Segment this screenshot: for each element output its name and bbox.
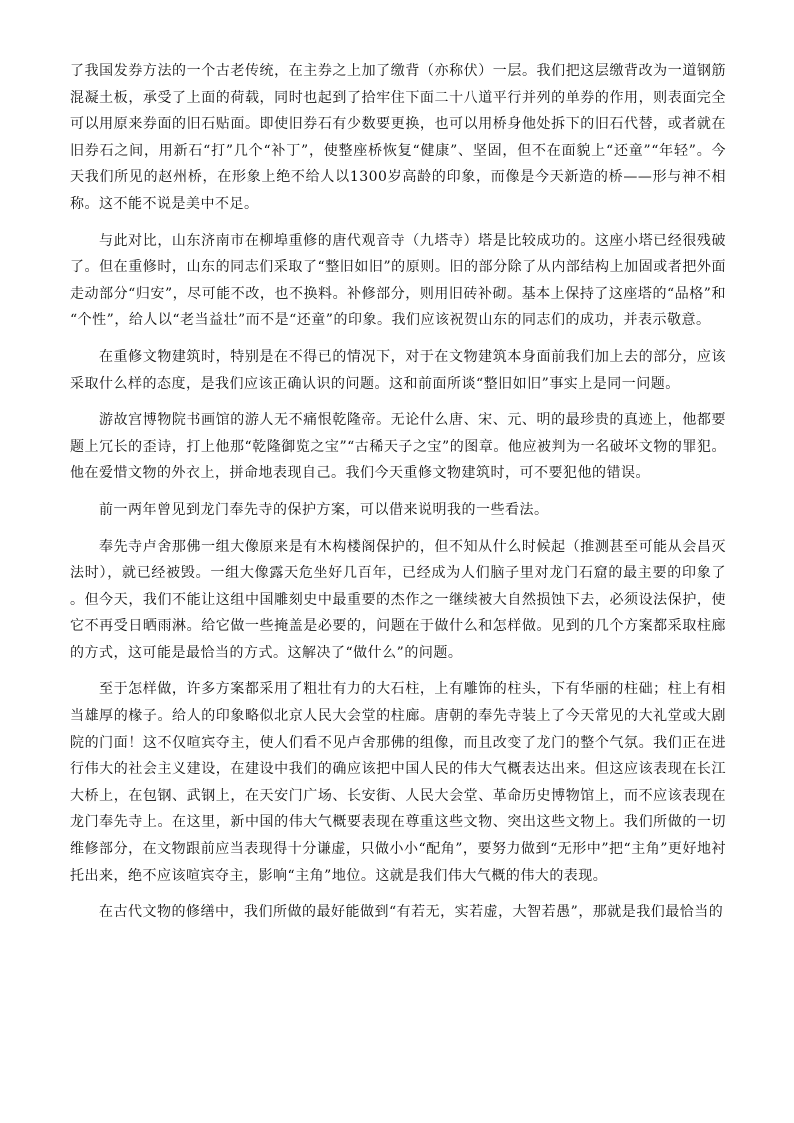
paragraph-7: 至于怎样做，许多方案都采用了粗壮有力的大石柱，上有雕饰的柱头，下有华丽的柱础；柱上有相当雄厚的椽子。给人的印象略似北京人民大会堂的柱廊。唐朝的奉先寺装上了今天常见的大礼堂或大剧院的门面！这不仅喧宾夺主，使人们看不见卢舍那佛的组像，而且改变了龙门的整个气氛。我们正在进行伟大的社会主义建设，在建设中我们的确应该把中国人民的伟大气概表达出来。但这应该表现在长江大桥上，在包钢、武钢上，在天安门广场、长安街、人民大会堂、革命历史博物馆上，而不应该表现在龙门奉先寺上。在这里，新中国的伟大气概要表现在尊重这些文物、突出这些文物上。我们所做的一切维修部分，在文物跟前应当表现得十分谦虚，只做小小“配角”，要努力做到“无形中”把“主角”更好地衬托出来，绝不应该喧宾夺主，影响“主角”地位。这就是我们伟大气概的伟大的表现。 xyxy=(70,681,726,884)
paragraph-3: 在重修文物建筑时，特别是在不得已的情况下，对于在文物建筑本身面前我们加上去的部分，应该采取什么样的态度，是我们应该正确认识的问题。这和前面所谈“整旧如旧”事实上是同一问题。 xyxy=(70,348,726,392)
paragraph-1: 了我国发券方法的一个古老传统，在主券之上加了缴背（亦称伏）一层。我们把这层缴背改为一道钢筋混凝土板，承受了上面的荷载，同时也起到了拾牢住下面二十八道平行并列的单券的作用，则表面完全可以用原来券面的旧石贴面。即使旧券石有少数要更换，也可以用桥身他处拆下的旧石代替，或者就在旧券石之间，用新石“打”几个“补丁”，使整座桥恢复“健康”、坚固，但不在面貌上“还童”“年轻”。今天我们所见的赵州桥，在形象上绝不给人以1300岁高龄的印象，而像是今天新造的桥——形与神不相称。这不能不说是美中不足。 xyxy=(70,63,726,212)
paragraph-2: 与此对比，山东济南市在柳埠重修的唐代观音寺（九塔寺）塔是比较成功的。这座小塔已经很残破了。但在重修时，山东的同志们采取了“整旧如旧”的原则。旧的部分除了从内部结构上加固或者把外面走动部分“归安”，尽可能不改，也不换料。补修部分，则用旧砖补砌。基本上保持了这座塔的“品格”和“个性”，给人以“老当益壮”而不是“还童”的印象。我们应该祝贺山东的同志们的成功，并表示敬意。 xyxy=(70,232,726,329)
paragraph-4: 游故宫博物院书画馆的游人无不痛恨乾隆帝。无论什么唐、宋、元、明的最珍贵的真迹上，他都要题上冗长的歪诗，打上他那“乾隆御览之宝”“古稀天子之宝”的图章。他应被判为一名破坏文物的罪犯。他在爱惜文物的外衣上，拼命地表现自己。我们今天重修文物建筑时，可不要犯他的错误。 xyxy=(70,412,726,482)
paragraph-6: 奉先寺卢舍那佛一组大像原来是有木构楼阁保护的，但不知从什么时候起（推测甚至可能从会昌灭法时），就已经被毁。一组大像露天危坐好几百年，已经成为人们脑子里对龙门石窟的最主要的印象了。但今天，我们不能让这组中国雕刻史中最重要的杰作之一继续被大自然损蚀下去，必须设法保护，使它不再受日晒雨淋。给它做一些掩盖是必要的，问题在于做什么和怎样做。见到的几个方案都采取柱廊的方式，这可能是最恰当的方式。这解决了“做什么”的问题。 xyxy=(70,538,726,661)
document-page xyxy=(70,58,726,936)
paragraph-8: 在古代文物的修缮中，我们所做的最好能做到“有若无，实若虚，大智若愚”，那就是我们最恰当的 xyxy=(99,904,724,921)
paragraph-5: 前一两年曾见到龙门奉先寺的保护方案，可以借来说明我的一些看法。 xyxy=(99,501,549,518)
